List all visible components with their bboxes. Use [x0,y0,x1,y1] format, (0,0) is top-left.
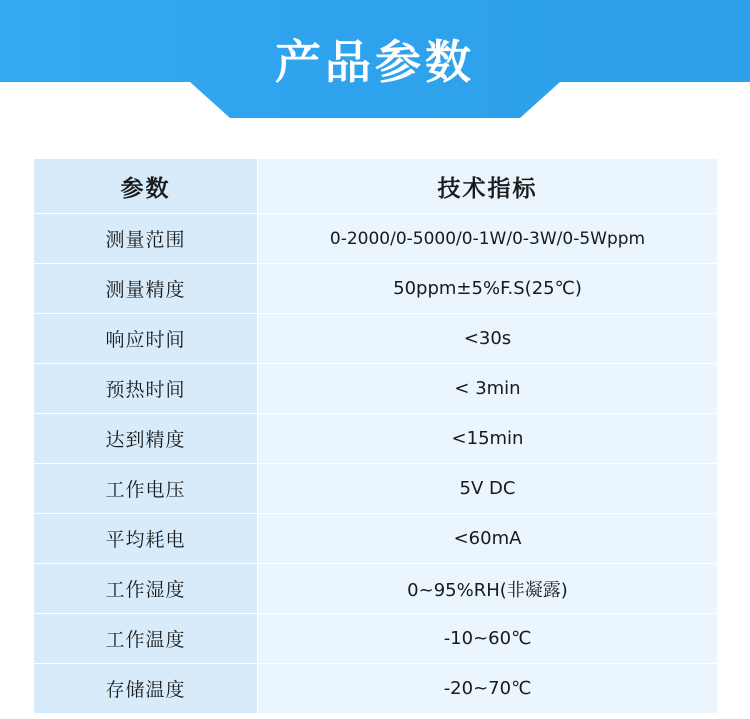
page-banner [0,0,750,128]
table-row [34,264,718,314]
row-param: 预热时间 [34,364,258,414]
spec-table-body [34,214,718,714]
spec-table-head [34,159,718,214]
row-value: <15min [258,414,718,464]
row-param: 存储温度 [34,664,258,714]
row-param: 工作电压 [34,464,258,514]
row-value: 5V DC [258,464,718,514]
table-row [34,414,718,464]
row-value: 50ppm±5%F.S(25℃) [258,264,718,314]
table-row [34,464,718,514]
table-row [34,364,718,414]
row-value: -10~60℃ [258,614,718,664]
spec-table-container [0,128,750,714]
row-value: < 3min [258,364,718,414]
row-param: 工作温度 [34,614,258,664]
column-header-param: 参数 [34,159,258,214]
table-row [34,664,718,714]
row-value: <60mA [258,514,718,564]
row-value: -20~70℃ [258,664,718,714]
row-value: 0~95%RH(非凝露) [258,564,718,614]
table-row [34,314,718,364]
row-param: 工作湿度 [34,564,258,614]
spec-table [33,158,718,714]
row-value: <30s [258,314,718,364]
table-row [34,614,718,664]
page-title: 产品参数 [275,35,475,89]
row-param: 达到精度 [34,414,258,464]
table-row [34,514,718,564]
column-header-value: 技术指标 [258,159,718,214]
row-param: 测量精度 [34,264,258,314]
table-row [34,214,718,264]
table-header-row [34,159,718,214]
row-param: 测量范围 [34,214,258,264]
row-param: 响应时间 [34,314,258,364]
row-value: 0-2000/0-5000/0-1W/0-3W/0-5Wppm [258,214,718,264]
row-param: 平均耗电 [34,514,258,564]
table-row [34,564,718,614]
